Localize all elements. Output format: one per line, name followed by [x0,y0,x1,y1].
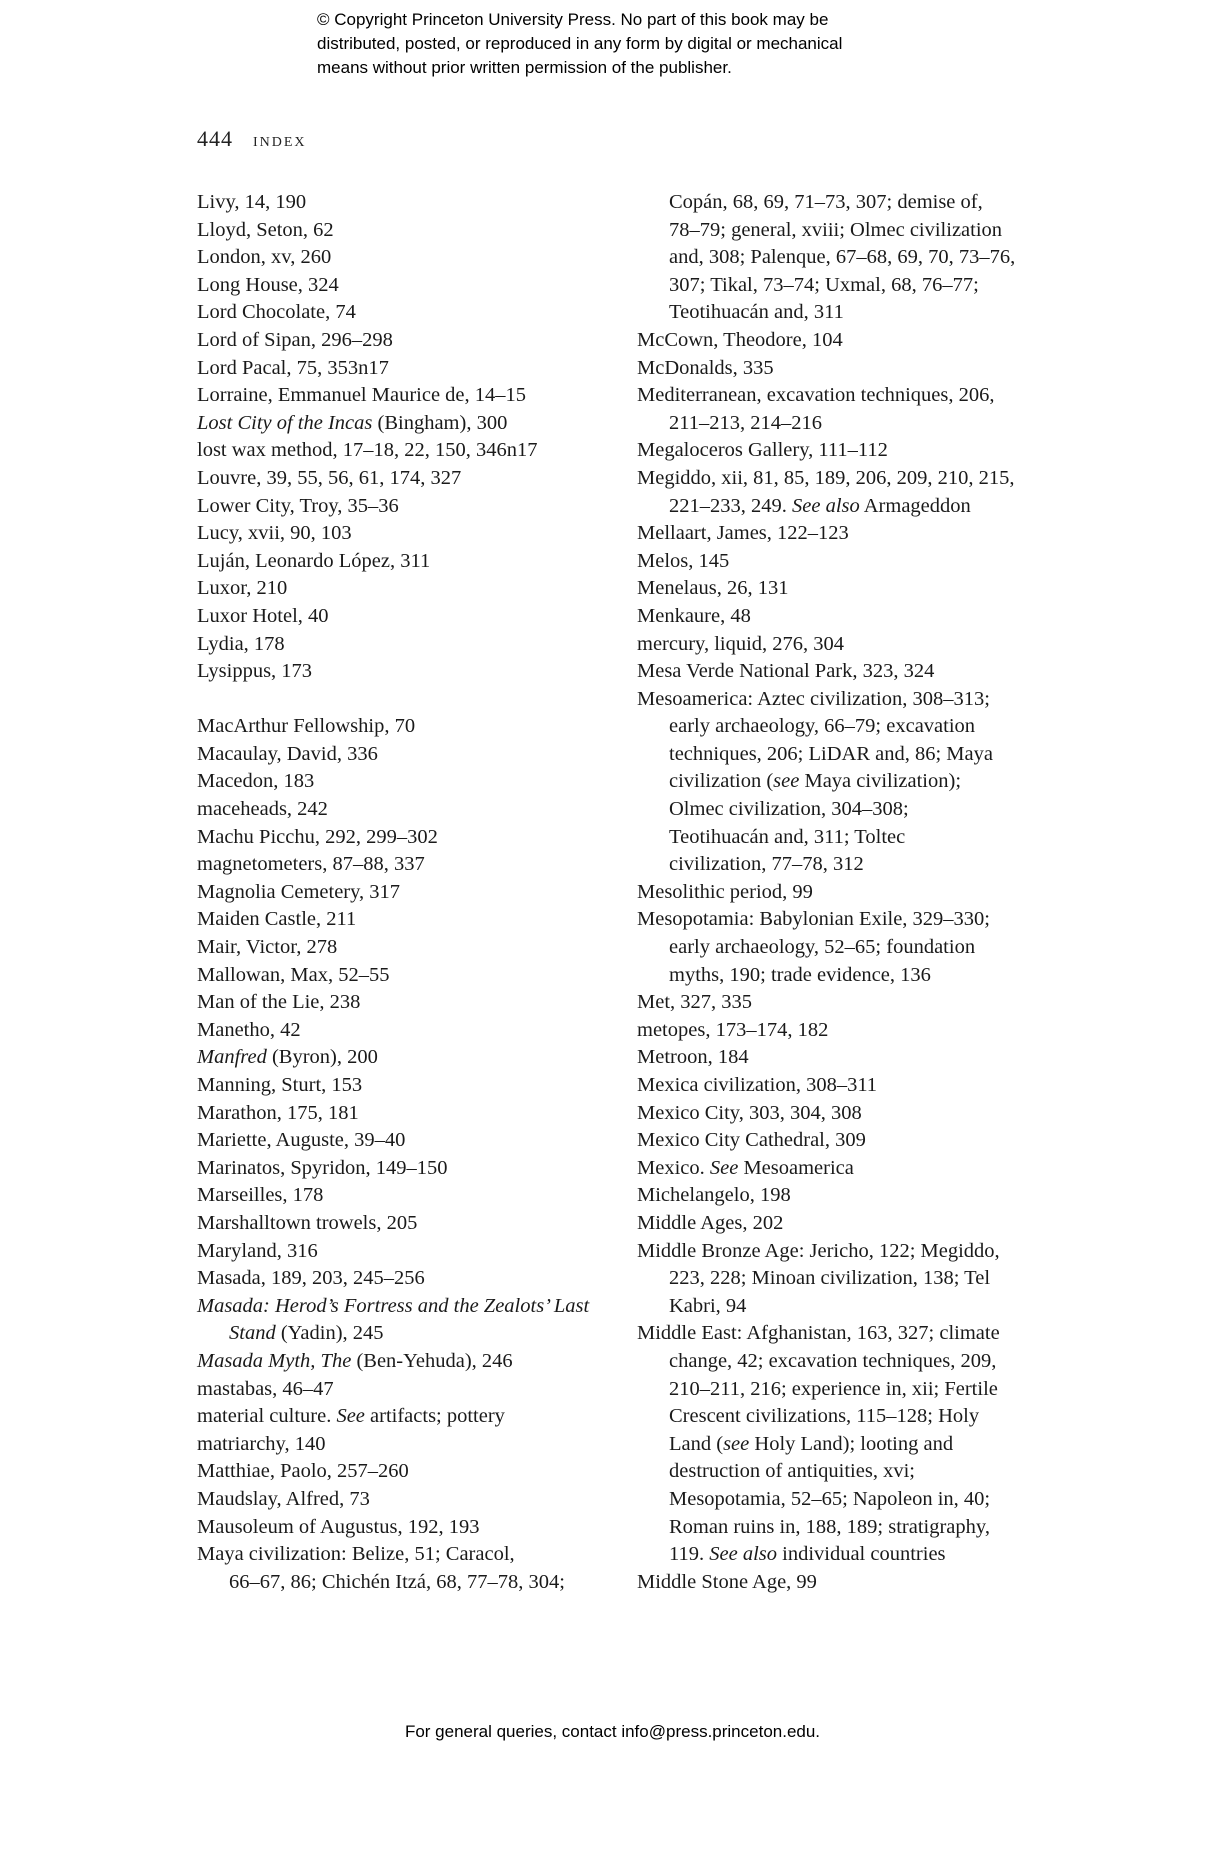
index-entry-heading: Macedon, 183 [197,770,315,793]
running-head-title: index [253,129,307,151]
index-entry [197,1403,617,1431]
copyright-line: means without prior written permission of the publisher. [317,58,732,77]
index-entry [197,1514,617,1542]
index-entry-heading: Matthiae, Paolo, 257–260 [197,1460,409,1483]
index-entry-heading: mercury, liquid, 276, 304 [637,632,845,655]
index-entry-heading: magnetometers, 87–88, 337 [197,853,425,876]
index-entry [637,1155,1057,1183]
index-entry-heading: Macaulay, David, 336 [197,742,378,765]
index-entry [197,1017,617,1045]
index-entry [197,1044,617,1072]
index-entry-heading: Masada, 189, 203, 245–256 [197,1267,425,1290]
index-entry [197,575,617,603]
index-entry [197,1210,617,1238]
index-entry [197,658,617,686]
index-entry-continuation: Teotihuacán and, 311; Toltec [669,825,906,848]
index-entry-heading: Luxor, 210 [197,577,288,600]
index-entry [197,824,617,852]
index-entry-heading: Maryland, 316 [197,1239,318,1262]
index-entry-heading: Middle Stone Age, 99 [637,1570,817,1593]
index-entry [197,382,617,410]
index-entry-heading: Masada Myth, The (Ben-Yehuda), 246 [197,1349,513,1372]
index-entry-continuation: 221–233, 249. See also Armageddon [669,494,971,517]
index-entry [197,493,617,521]
index-entry [637,548,1057,576]
index-entry-heading: Man of the Lie, 238 [197,991,361,1014]
index-entry [637,906,1057,989]
index-entry-heading: Lucy, xvii, 90, 103 [197,522,352,545]
index-entry-heading: matriarchy, 140 [197,1432,326,1455]
index-entry [197,1486,617,1514]
index-entry-heading: metopes, 173–174, 182 [637,1018,829,1041]
index-entry-heading: Mellaart, James, 122–123 [637,522,849,545]
index-entry-heading: Menelaus, 26, 131 [637,577,789,600]
index-entry-heading: Louvre, 39, 55, 56, 61, 174, 327 [197,466,462,489]
index-entry [197,713,617,741]
index-entry [637,382,1057,437]
copyright-line: © Copyright Princeton University Press. No part of this book may be [317,10,829,29]
index-entry [197,1155,617,1183]
copyright-line: distributed, posted, or reproduced in any form by digital or mechanical [317,34,843,53]
index-entry-continuation: Roman ruins in, 188, 189; stratigraphy, [669,1515,990,1538]
index-entry-heading: Luján, Leonardo López, 311 [197,549,431,572]
index-entry-heading: Mesolithic period, 99 [637,880,813,903]
index-entry-heading: Mexica civilization, 308–311 [637,1074,878,1096]
index-entry [637,327,1057,355]
index-entry [637,1100,1057,1128]
index-entry-continuation: myths, 190; trade evidence, 136 [669,963,931,986]
index-column-left [197,189,617,1596]
index-entry-heading: Manning, Sturt, 153 [197,1074,363,1096]
footer-contact: For general queries, contact info@press.princeton.edu. [404,1722,821,1741]
index-entry-heading: Lysippus, 173 [197,660,313,683]
index-entry-continuation: early archaeology, 52–65; foundation [669,936,976,959]
index-entry [637,686,1057,879]
index-entry-heading: Marshalltown trowels, 205 [197,1211,418,1234]
index-entry-heading: mastabas, 46–47 [197,1377,334,1400]
index-entry-continuation: 307; Tikal, 73–74; Uxmal, 68, 76–77; [669,273,979,296]
index-entry [197,1458,617,1486]
index-entry-heading: Mausoleum of Augustus, 192, 193 [197,1515,480,1538]
index-entry-continuation: and, 308; Palenque, 67–68, 69, 70, 73–76, [669,246,1016,269]
index-entry-heading: Met, 327, 335 [637,991,753,1014]
index-entry-heading: Lord Pacal, 75, 353n17 [197,356,389,379]
index-entry-continuation: Kabri, 94 [669,1294,747,1317]
index-entry [637,1238,1057,1321]
index-entry-continuation: civilization (see Maya civilization); [669,770,962,793]
index-entry-continuation: 223, 228; Minoan civilization, 138; Tel [669,1267,991,1290]
index-entry-heading: Lydia, 178 [197,632,285,655]
index-entry-continuation: Land (see Holy Land); looting and [669,1432,954,1455]
index-entry [197,1541,617,1596]
index-entry [637,989,1057,1017]
index-entry-heading: McDonalds, 335 [637,356,774,379]
page-number: 444 [197,126,233,151]
index-entry [197,548,617,576]
index-entry [637,355,1057,383]
index-entry-heading: Machu Picchu, 292, 299–302 [197,825,438,848]
index-entry-heading: Livy, 14, 190 [197,191,307,213]
index-entry [197,272,617,300]
index-entry-heading: Long House, 324 [197,273,339,296]
index-entry-continuation: destruction of antiquities, xvi; [669,1460,915,1483]
index-entry-heading: Marinatos, Spyridon, 149–150 [197,1156,448,1179]
index-entry-continuation: civilization, 77–78, 312 [669,853,864,876]
index-entry [197,1348,617,1376]
index-entry-continuation: Teotihuacán and, 311 [669,301,844,324]
index-entry-continuation: 119. See also individual countries [669,1543,946,1566]
index-entry [637,1072,1057,1100]
index-entry-heading: Mexico. See Mesoamerica [637,1156,854,1179]
index-entry-heading: Marathon, 175, 181 [197,1101,359,1124]
index-entry [637,1127,1057,1155]
index-entry [197,355,617,383]
index-entry-heading: London, xv, 260 [197,246,332,269]
index-column-right [637,189,1057,1596]
index-entry-heading: Luxor Hotel, 40 [197,604,329,627]
index-entry [197,768,617,796]
index-entry-heading: lost wax method, 17–18, 22, 150, 346n17 [197,439,538,462]
index-entry [197,989,617,1017]
index-entry [637,1320,1057,1568]
index-entry-heading: Megaloceros Gallery, 111–112 [637,439,888,462]
index-entry-heading: Masada: Herod’s Fortress and the Zealots’ Last [197,1294,590,1317]
index-entry-heading: Maudslay, Alfred, 73 [197,1487,370,1510]
index-entry-heading: Middle East: Afghanistan, 163, 327; climate [637,1322,1000,1345]
index-entry-heading: material culture. See artifacts; pottery [197,1405,505,1428]
index-entry [197,327,617,355]
index-entry [197,1182,617,1210]
index-entry-heading: Middle Bronze Age: Jericho, 122; Megiddo, [637,1239,1000,1262]
index-entry [197,603,617,631]
index-entry [197,520,617,548]
index-entry-heading: Lost City of the Incas (Bingham), 300 [197,411,508,434]
copyright-notice [317,8,957,80]
index-entry [197,465,617,493]
index-entry [637,465,1057,520]
index-entry-heading: Mariette, Auguste, 39–40 [197,1129,406,1152]
index-entry-heading: Megiddo, xii, 81, 85, 189, 206, 209, 210, 215, [637,466,1015,489]
letter-group-gap [197,686,617,714]
index-entry [197,796,617,824]
index-entry-heading: Maiden Castle, 211 [197,908,357,931]
running-head [197,126,307,152]
index-entry [197,1293,617,1348]
index-entry-heading: Lloyd, Seton, 62 [197,218,334,241]
index-entry-heading: McCown, Theodore, 104 [637,328,843,351]
index-entry-continuation: Stand (Yadin), 245 [229,1322,384,1345]
index-entry-heading: Maya civilization: Belize, 51; Caracol, [197,1543,515,1566]
index-entry-continuation: 66–67, 86; Chichén Itzá, 68, 77–78, 304; [229,1570,565,1593]
index-entry-continuation: 211–213, 214–216 [669,411,822,434]
index-entry [197,851,617,879]
index-entry-heading: Mesoamerica: Aztec civilization, 308–313; [637,687,990,710]
index-entry [197,741,617,769]
index-entry-heading: Mair, Victor, 278 [197,936,338,959]
index-entry [197,1072,617,1100]
index-entry-heading: Michelangelo, 198 [637,1184,791,1207]
index-entry [637,879,1057,907]
index-entry-heading: Mallowan, Max, 52–55 [197,963,390,986]
index-entry-continuation: early archaeology, 66–79; excavation [669,715,976,738]
index-entry-continuation: Crescent civilizations, 115–128; Holy [669,1405,980,1428]
index-entry [197,410,617,438]
index-entry-continuation: Olmec civilization, 304–308; [669,798,909,821]
index-entry [197,1376,617,1404]
index-entry-heading: Mexico City Cathedral, 309 [637,1129,866,1152]
index-entry-heading: Lower City, Troy, 35–36 [197,494,399,517]
index-entry-heading: Manetho, 42 [197,1018,301,1041]
index-entry-continuation: 210–211, 216; experience in, xii; Fertile [669,1377,998,1400]
index-entry [637,1182,1057,1210]
index-entry [637,1210,1057,1238]
index-entry-heading: Metroon, 184 [637,1046,749,1069]
index-entry [197,962,617,990]
index-entry-heading: Middle Ages, 202 [637,1211,784,1234]
index-entry-heading: Manfred (Byron), 200 [197,1046,378,1069]
index-entry-heading: Magnolia Cemetery, 317 [197,880,401,903]
index-entry [637,631,1057,659]
index-entry-continuation: techniques, 206; LiDAR and, 86; Maya [669,742,993,765]
index-entry [197,217,617,245]
index-entry [637,603,1057,631]
index-entry-heading: Marseilles, 178 [197,1184,324,1207]
index-entry-heading: Melos, 145 [637,549,730,572]
index-entry-heading: Menkaure, 48 [637,604,751,627]
index-entry [637,520,1057,548]
index-entry-heading: Mediterranean, excavation techniques, 206, [637,384,995,407]
index-entry-continuation: Copán, 68, 69, 71–73, 307; demise of, [669,191,983,213]
index-entry [197,1265,617,1293]
index-entry [637,1017,1057,1045]
index-entry [197,299,617,327]
index-entry [197,1238,617,1266]
index-entry-heading: MacArthur Fellowship, 70 [197,715,416,738]
index-entry [637,575,1057,603]
index-entry-heading: Lord of Sipan, 296–298 [197,328,393,351]
index-entry [197,879,617,907]
index-entry [197,437,617,465]
index-entry [197,1127,617,1155]
index-entry-heading: Lorraine, Emmanuel Maurice de, 14–15 [197,384,527,407]
index-entry-heading: maceheads, 242 [197,798,328,821]
index-entry-heading: Lord Chocolate, 74 [197,301,356,324]
index-entry [197,1100,617,1128]
index-entry [197,189,617,217]
index-entry [197,1431,617,1459]
index-entry-continuation: change, 42; excavation techniques, 209, [669,1349,997,1372]
index-entry-heading: Mesa Verde National Park, 323, 324 [637,660,935,683]
index-entry [637,658,1057,686]
index-entry [637,1569,1057,1597]
index-entry [197,906,617,934]
index-entry [197,244,617,272]
index-entry [637,1044,1057,1072]
index-entry [637,189,1057,327]
index-entry-heading: Mesopotamia: Babylonian Exile, 329–330; [637,908,991,931]
index-entry [637,437,1057,465]
index-entry-continuation: Mesopotamia, 52–65; Napoleon in, 40; [669,1487,991,1510]
index-entry-continuation: 78–79; general, xviii; Olmec civilization [669,218,1003,241]
index-entry [197,934,617,962]
index-entry [197,631,617,659]
index-entry-heading: Mexico City, 303, 304, 308 [637,1101,862,1124]
